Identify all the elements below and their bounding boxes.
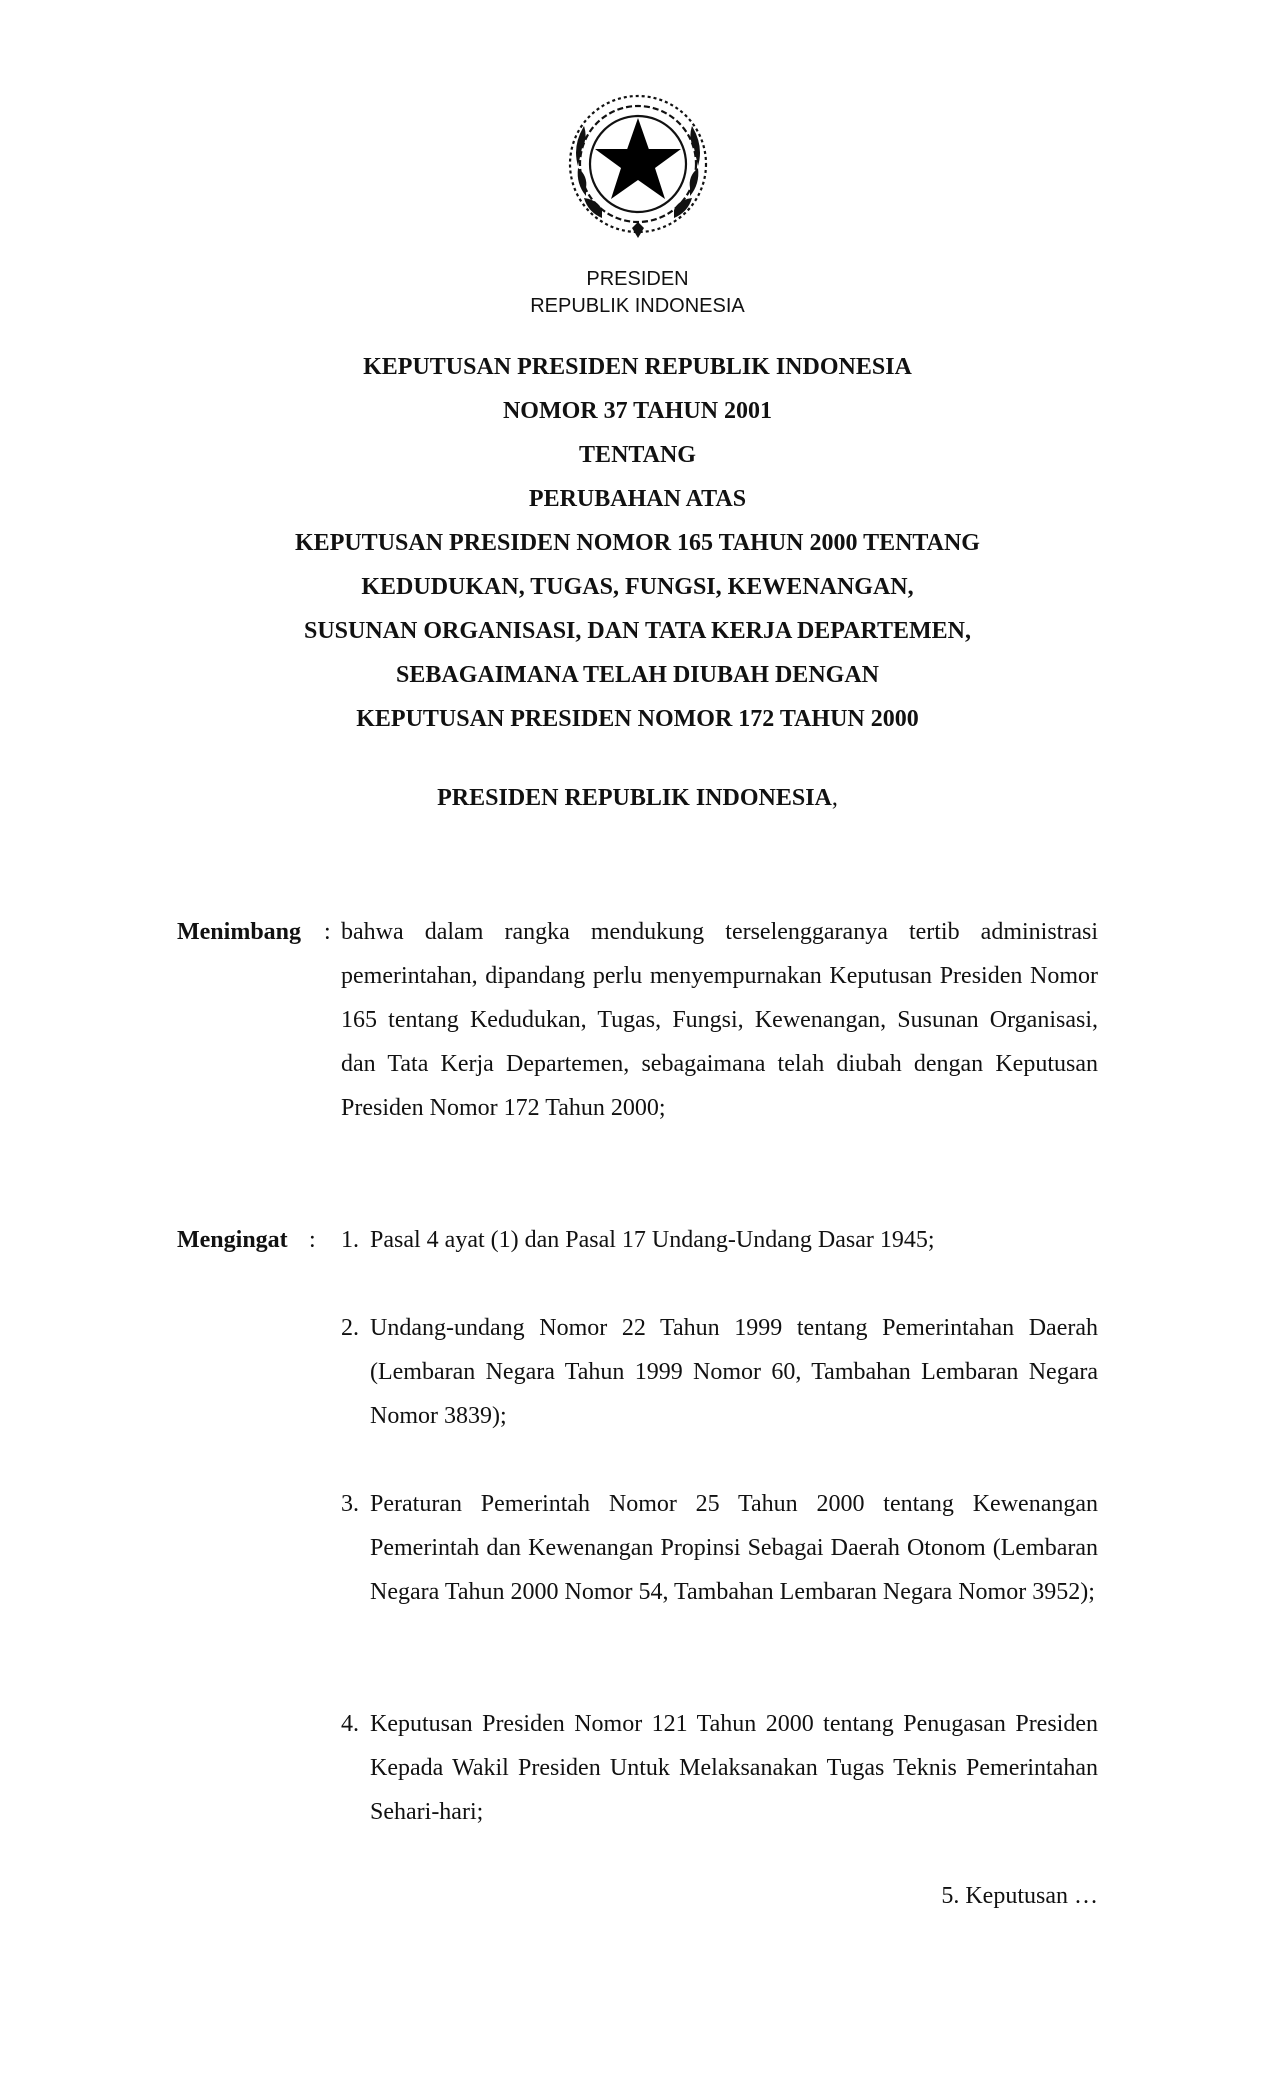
list-item-text: Peraturan Pemerintah Nomor 25 Tahun 2000 tentang Kewenangan Pemerintah dan Kewenangan Propinsi Sebagai Daerah Otonom (Lembaran Negara Tahun 2000 Nomor 54, Tambahan Lembaran Negara Nomor 3952);	[370, 1491, 1098, 1605]
title-line: NOMOR 37 TAHUN 2001	[502, 398, 773, 424]
list-item	[341, 1218, 1098, 1262]
title-line: KEPUTUSAN PRESIDEN NOMOR 172 TAHUN 2000	[356, 706, 919, 732]
opening-statement	[0, 782, 1275, 814]
menimbang-text: bahwa dalam rangka mendukung terselenggaranya tertib administrasi pemerintahan, dipandang perlu menyempurnakan Keputusan Presiden Nomor 165 tentang Kedudukan, Tugas, Fungsi, Kewenangan, Susunan Organisasi, dan Tata Kerja Departemen, sebagaimana telah diubah dengan Keputusan Presiden Nomor 172 Tahun 2000;	[341, 919, 1098, 1121]
title-line: TENTANG	[579, 442, 696, 468]
list-item	[341, 1702, 1098, 1834]
list-item-text: Pasal 4 ayat (1) dan Pasal 17 Undang-Undang Dasar 1945;	[370, 1227, 935, 1253]
title-line: KEPUTUSAN PRESIDEN REPUBLIK INDONESIA	[363, 354, 912, 380]
list-item	[341, 1306, 1098, 1438]
title-line: KEDUDUKAN, TUGAS, FUNGSI, KEWENANGAN,	[361, 574, 914, 600]
opening-punct: ,	[831, 785, 838, 811]
list-item-number: 1.	[341, 1227, 359, 1253]
list-item	[341, 1482, 1098, 1614]
list-item-number: 3.	[341, 1491, 359, 1517]
issuer-line-republic: REPUBLIK INDONESIA	[530, 295, 745, 317]
menimbang-colon: :	[324, 919, 331, 945]
list-item-number: 4.	[341, 1711, 359, 1737]
title-line: SEBAGAIMANA TELAH DIUBAH DENGAN	[396, 662, 879, 688]
mengingat-label: Mengingat	[177, 1227, 288, 1253]
issuer-line-president: PRESIDEN	[586, 268, 689, 290]
presidential-emblem-icon	[558, 86, 718, 246]
title-line: PERUBAHAN ATAS	[528, 486, 747, 512]
page-continuation: 5. Keputusan …	[941, 1883, 1098, 1909]
title-line: SUSUNAN ORGANISASI, DAN TATA KERJA DEPARTEMEN,	[303, 618, 972, 644]
list-item-text: Keputusan Presiden Nomor 121 Tahun 2000 tentang Penugasan Presiden Kepada Wakil Presiden Untuk Melaksanakan Tugas Teknis Pemerintahan Sehari-hari;	[370, 1711, 1098, 1825]
list-item-number: 2.	[341, 1315, 359, 1341]
decree-title	[0, 345, 1275, 741]
list-item-text: Undang-undang Nomor 22 Tahun 1999 tentang Pemerintahan Daerah (Lembaran Negara Tahun 1999 Nomor 60, Tambahan Lembaran Negara Nomor 3839);	[370, 1315, 1098, 1429]
title-line: KEPUTUSAN PRESIDEN NOMOR 165 TAHUN 2000 TENTANG	[295, 530, 980, 556]
opening-text: PRESIDEN REPUBLIK INDONESIA	[437, 785, 832, 811]
menimbang-label: Menimbang	[177, 919, 302, 945]
mengingat-colon: :	[309, 1227, 316, 1253]
